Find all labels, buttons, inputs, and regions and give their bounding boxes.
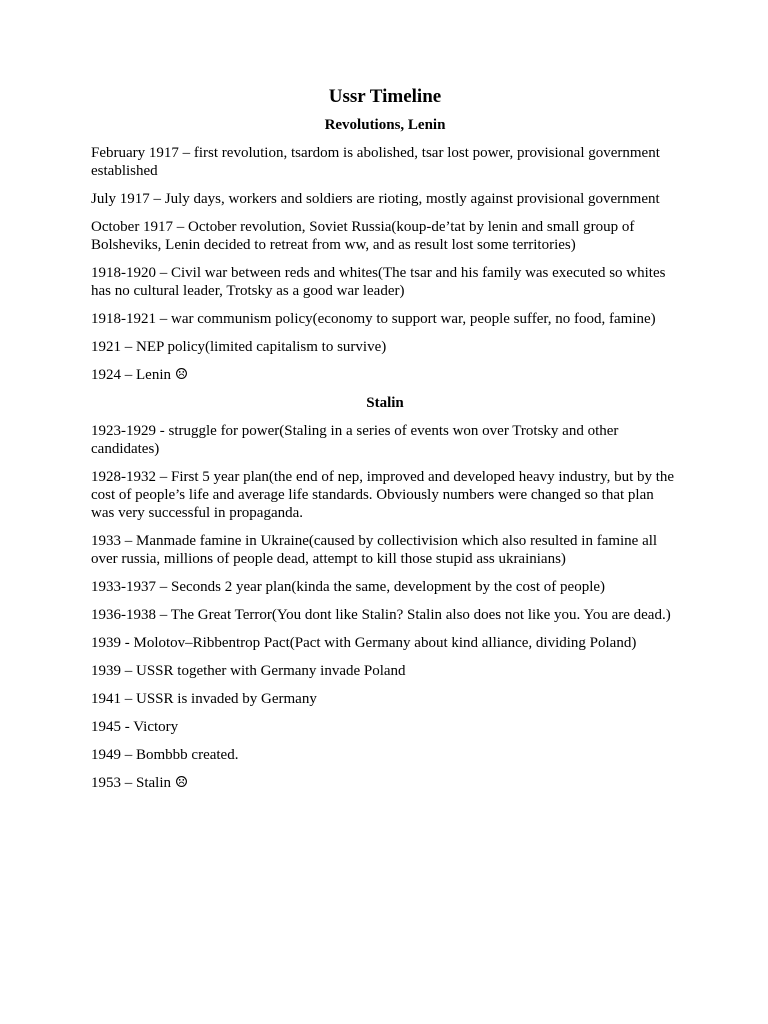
timeline-entry: 1923-1929 - struggle for power(Staling in a series of events won over Trotsky and other candidates) <box>91 423 619 457</box>
timeline-entry: 1939 – USSR together with Germany invade Poland <box>91 663 406 679</box>
timeline-entry: 1928-1932 – First 5 year plan(the end of nep, improved and developed heavy industry, but by the cost of people’s life and average life standards. Obviously numbers were changed so that plan was very successful in propaganda. <box>91 469 675 521</box>
timeline-entry: July 1917 – July days, workers and soldiers are rioting, mostly against provisional government <box>91 191 660 207</box>
section-heading: Revolutions, Lenin <box>324 117 446 133</box>
timeline-entry: February 1917 – first revolution, tsardom is abolished, tsar lost power, provisional government established <box>91 145 660 179</box>
timeline-entry: 1939 - Molotov–Ribbentrop Pact(Pact with Germany about kind alliance, dividing Poland) <box>91 635 637 651</box>
timeline-entry: 1921 – NEP policy(limited capitalism to survive) <box>91 339 387 355</box>
timeline-entry: 1933 – Manmade famine in Ukraine(caused by collectivision which also resulted in famine all over russia, millions of people dead, attempt to kill those stupid ass ukrainians) <box>91 533 658 567</box>
timeline-entry: 1918-1920 – Civil war between reds and whites(The tsar and his family was executed so whites has no cultural leader, Trotsky as a good war leader) <box>91 265 666 299</box>
section-heading: Stalin <box>366 395 404 411</box>
timeline-entry: 1949 – Bombbb created. <box>91 747 239 763</box>
timeline-entry: 1918-1921 – war communism policy(economy to support war, people suffer, no food, famine) <box>91 311 656 327</box>
section-stalin <box>91 394 679 792</box>
timeline-entry: 1933-1937 – Seconds 2 year plan(kinda the same, development by the cost of people) <box>91 579 606 595</box>
document-title: Ussr Timeline <box>328 86 442 107</box>
document-page <box>91 84 679 802</box>
timeline-entry: 1953 – Stalin ☹ <box>91 775 189 791</box>
timeline-entry: 1924 – Lenin ☹ <box>91 367 189 383</box>
timeline-entry: October 1917 – October revolution, Soviet Russia(koup-de’tat by lenin and small group of Bolsheviks, Lenin decided to retreat from ww, and as result lost some territories) <box>91 219 635 253</box>
timeline-entry: 1936-1938 – The Great Terror(You dont like Stalin? Stalin also does not like you. You are dead.) <box>91 607 671 623</box>
timeline-entry: 1941 – USSR is invaded by Germany <box>91 691 317 707</box>
section-revolutions-lenin <box>91 116 679 384</box>
timeline-entry: 1945 - Victory <box>91 719 179 735</box>
